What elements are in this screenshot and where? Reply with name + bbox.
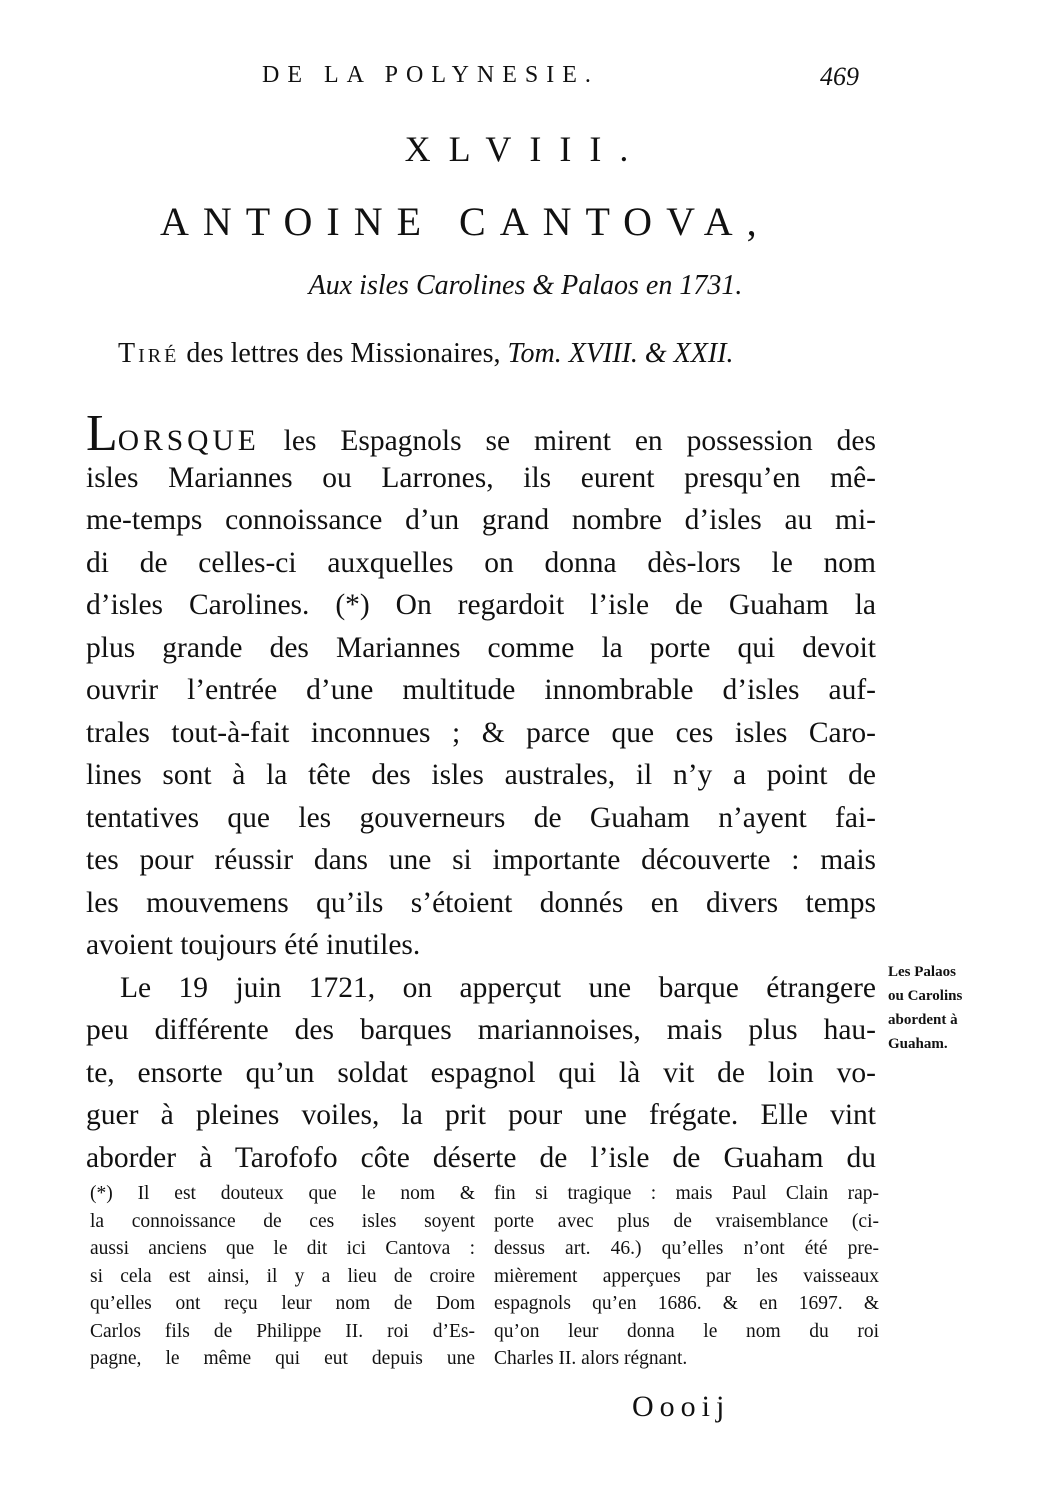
footnote-line: la connoissance de ces isles soyent bbox=[90, 1210, 475, 1232]
signature-mark: Oooij bbox=[632, 1390, 731, 1423]
footnote-line: si cela est ainsi, il y a lieu de croire bbox=[90, 1265, 475, 1287]
footnote-line: mièrement apperçues par les vaisseaux bbox=[494, 1265, 879, 1287]
source-lead: Tiré bbox=[118, 338, 180, 369]
body-line: les mouvemens qu’ils s’étoient donnés en divers temps bbox=[86, 886, 876, 919]
footnote-line: Carlos fils de Philippe II. roi d’Es- bbox=[90, 1320, 475, 1342]
body-line: peu différente des barques mariannoises, mais plus hau- bbox=[86, 1014, 876, 1046]
body-line: te, ensorte qu’un soldat espagnol qui là vit de loin vo- bbox=[86, 1056, 876, 1089]
footnote-line: pagne, le même qui eut depuis une bbox=[90, 1348, 475, 1369]
margin-note bbox=[888, 960, 1013, 1056]
body-text bbox=[86, 405, 876, 1179]
footnote-line: espagnols qu’en 1686. & en 1697. & bbox=[494, 1293, 879, 1314]
chapter-subtitle: Aux isles Carolines & Palaos en 1731. bbox=[308, 270, 743, 301]
body-line: plus grande des Mariannes comme la porte qui devoit bbox=[86, 631, 876, 664]
footnote-line: (*) Il est douteux que le nom & bbox=[90, 1183, 475, 1204]
chapter-number: XLVIII. bbox=[404, 129, 647, 169]
source-line bbox=[118, 338, 734, 370]
footnote-line: qu’on leur donna le nom du roi bbox=[494, 1320, 879, 1342]
body-line: avoient toujours été inutiles. bbox=[86, 929, 421, 961]
footnote-line: dessus art. 46.) qu’elles n’ont été pre- bbox=[494, 1238, 879, 1259]
source-reference: Tom. XVIII. & XXII. bbox=[507, 338, 734, 369]
footnote-line: fin si tragique : mais Paul Clain rap- bbox=[494, 1183, 879, 1204]
footnote-line: Charles II. alors régnant. bbox=[494, 1348, 688, 1369]
margin-note-line: ou Carolins bbox=[888, 988, 963, 1004]
body-line: lines sont à la tête des isles australes, il n’y a point de bbox=[86, 759, 876, 791]
chapter-title: ANTOINE CANTOVA, bbox=[160, 199, 771, 244]
body-line: guer à pleines voiles, la prit pour une frégate. Elle vint bbox=[86, 1099, 876, 1131]
body-line: d’isles Carolines. (*) On regardoit l’isle de Guaham la bbox=[86, 589, 876, 621]
body-line: trales tout-à-fait inconnues ; & parce que ces isles Caro- bbox=[86, 716, 876, 749]
footnote-line: qu’elles ont reçu leur nom de Dom bbox=[90, 1293, 475, 1314]
footnote-right-column bbox=[494, 1180, 879, 1373]
drop-cap: L bbox=[86, 405, 118, 462]
margin-note-line: Guaham. bbox=[888, 1036, 948, 1052]
footnote-left-column bbox=[90, 1180, 475, 1373]
margin-note-line: Les Palaos bbox=[888, 964, 956, 980]
body-line: LORSQUE les Espagnols se mirent en possession des bbox=[86, 405, 876, 462]
body-line: Le 19 juin 1721, on apperçut une barque étrangere bbox=[120, 971, 876, 1004]
body-line: tentatives que les gouverneurs de Guaham n’ayent fai- bbox=[86, 801, 876, 834]
source-text: des lettres des Missionaires, bbox=[179, 338, 508, 369]
body-line: ouvrir l’entrée d’une multitude innombrable d’isles auf- bbox=[86, 674, 876, 706]
body-line: aborder à Tarofofo côte déserte de l’isle de Guaham du bbox=[86, 1141, 876, 1174]
body-line: me-temps connoissance d’un grand nombre d’isles au mi- bbox=[86, 504, 876, 536]
margin-note-line: abordent à bbox=[888, 1012, 958, 1028]
body-line: tes pour réussir dans une si importante découverte : mais bbox=[86, 844, 876, 876]
running-head: DE LA POLYNESIE. bbox=[262, 62, 599, 88]
footnote-line: aussi anciens que le dit ici Cantova : bbox=[90, 1238, 475, 1259]
body-line: di de celles-ci auxquelles on donna dès-lors le nom bbox=[86, 546, 876, 579]
body-line: isles Mariannes ou Larrones, ils eurent presqu’en mê- bbox=[86, 461, 876, 494]
first-word: ORSQUE bbox=[117, 425, 260, 457]
footnote-line: porte avec plus de vraisemblance (ci- bbox=[494, 1210, 879, 1232]
page-number: 469 bbox=[820, 62, 859, 91]
